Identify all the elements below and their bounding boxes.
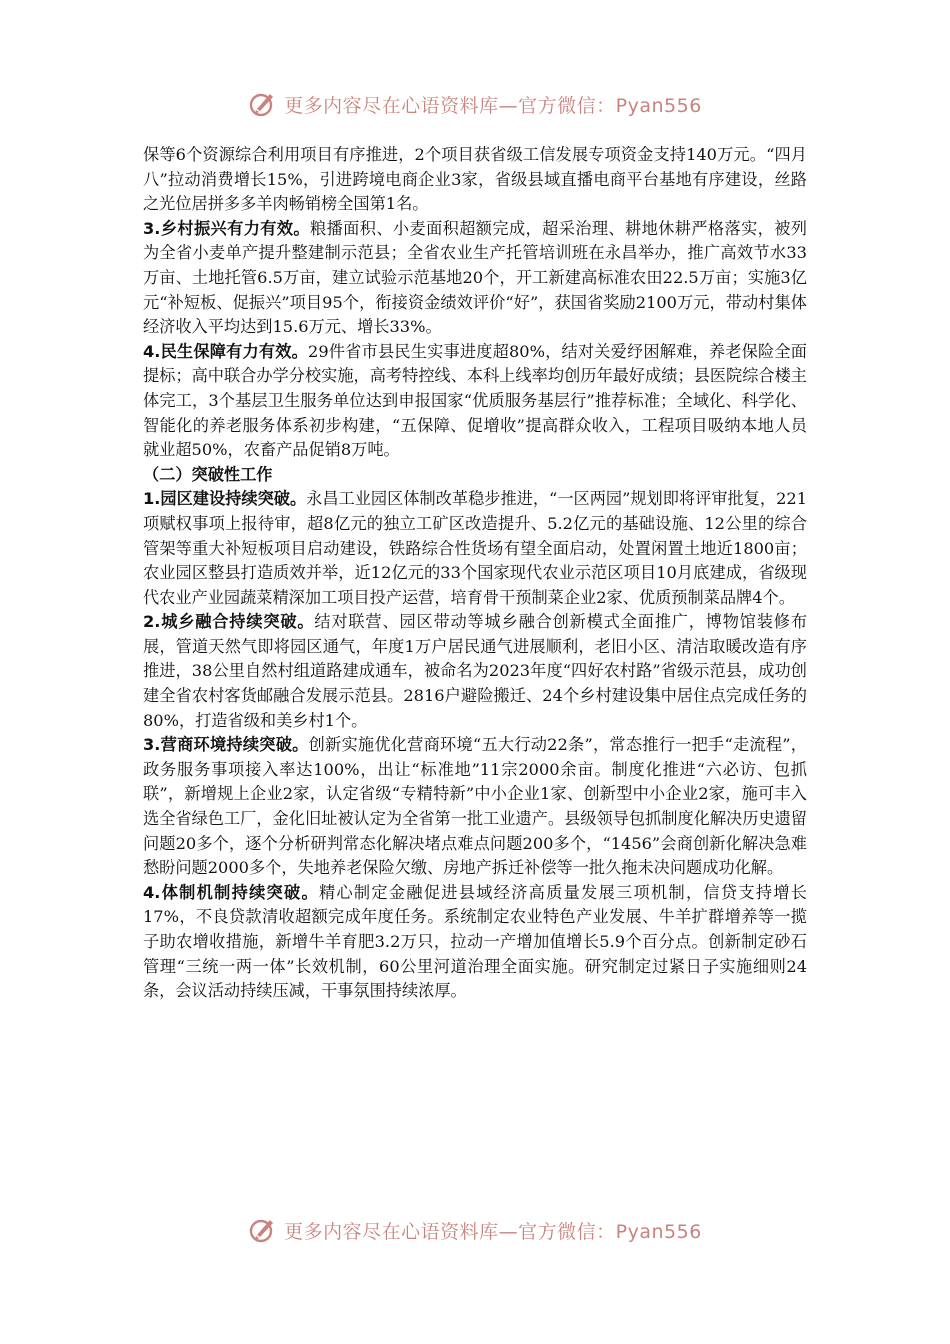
document-body — [143, 143, 807, 1004]
paragraph-lead: 3.乡村振兴有力有效。 — [143, 218, 311, 238]
section-heading: （二）突破性工作 — [143, 464, 273, 484]
paragraph-urban-rural: 2.城乡融合持续突破。结对联营、园区带动等城乡融合创新模式全面推广，博物馆装修布展，管道天然气即将园区通气，年度1万户居民通气进展顺利，老旧小区、清洁取暖改造有序推进，38公里自然村组道路建成通车，被命名为2023年度“四好农村路”省级示范县，成功创建全省农村客货邮融合发展示范县。2816户避险搬迁、24个乡村建设集中居住点完成任务的80%，打造省级和美乡村1个。 — [143, 612, 808, 730]
paragraph-business-environment: 3.营商环境持续突破。创新实施优化营商环境“五大行动22条”，常态推行一把手“走流程”，政务服务事项接入率达100%，出让“标准地”11宗2000余亩。制度化推进“六必访、包抓联”，新增规上企业2家，认定省级“专精特新”中小企业1家、创新型中小企业2家，施可丰入选全省绿色工厂，金化旧址被认定为全省第一批工业遗产。县级领导包抓制度化解决历史遗留问题20多个，逐个分析研判常态化解决堵点难点问题200多个，“1456”会商创新化解决急难愁盼问题2000多个，失地养老保险欠缴、房地产拆迁补偿等一批久拖未决问题成功化解。 — [143, 735, 807, 878]
paragraph-lead: 1.园区建设持续突破。 — [143, 489, 307, 509]
brush-logo-icon — [248, 89, 278, 119]
paragraph-rural-revitalization: 3.乡村振兴有力有效。粮播面积、小麦面积超额完成，超采治理、耕地休耕严格落实，被列为全省小麦单产提升整建制示范县；全省农业生产托管培训班在永昌举办，推广高效节水33万亩、土地托管6.5万亩，建立试验示范基地20个，开工新建高标准农田22.5万亩；实施3亿元“补短板、促振兴”项目95个，衔接资金绩效评价“好”，获国省奖励2100万元，带动村集体经济收入平均达到15.6万元、增长33%。 — [143, 218, 807, 337]
brush-logo-icon — [248, 1215, 278, 1245]
watermark-footer — [0, 1210, 950, 1250]
watermark-text: 更多内容尽在心语资料库—官方微信：Pyan556 — [284, 94, 702, 117]
paragraph-institutional-mechanism: 4.体制机制持续突破。精心制定金融促进县域经济高质量发展三项机制，信贷支持增长17%，不良贷款清收超额完成年度任务。系统制定农业特色产业发展、牛羊扩群增养等一揽子助农增收措施，新增牛羊育肥3.2万只，拉动一产增加值增长5.9个百分点。创新制定砂石管理“三统一两一体”长效机制，60公里河道治理全面实施。研究制定过紧日子实施细则24条，会议活动持续压减，干事氛围持续浓厚。 — [143, 882, 807, 1001]
paragraph-lead: 3.营商环境持续突破。 — [143, 735, 309, 755]
paragraph-lead: 4.民生保障有力有效。 — [143, 341, 309, 361]
watermark-text: 更多内容尽在心语资料库—官方微信：Pyan556 — [284, 1220, 702, 1243]
paragraph-lead: 2.城乡融合持续突破。 — [143, 612, 315, 632]
watermark-header — [0, 84, 950, 124]
paragraph: 保等6个资源综合利用项目有序推进，2个项目获省级工信发展专项资金支持140万元。“四月八”拉动消费增长15%，引进跨境电商企业3家，省级县域直播电商平台基地有序建设，丝路之光位居拼多多羊肉畅销榜全国第1名。 — [143, 145, 807, 214]
paragraph-park-construction: 1.园区建设持续突破。永昌工业园区体制改革稳步推进，“一区两园”规划即将评审批复，221项赋权事项上报待审，超8亿元的独立工矿区改造提升、5.2亿元的基础设施、12公里的综合管架等重大补短板项目启动建设，铁路综合性货场有望全面启动，处置闲置土地近1800亩；农业园区整县打造质效并举，近12亿元的33个国家现代农业示范区项目10月底建成，省级现代农业产业园蔬菜精深加工项目投产运营，培育骨干预制菜企业2家、优质预制菜品牌4个。 — [143, 489, 807, 607]
paragraph-lead: 4.体制机制持续突破。 — [143, 882, 319, 902]
paragraph-livelihood: 4.民生保障有力有效。29件省市县民生实事进度超80%，结对关爱纾困解难，养老保险全面提标；高中联合办学分校实施，高考特控线、本科上线率均创历年最好成绩；县医院综合楼主体完工，3个基层卫生服务单位达到申报国家“优质服务基层行”推荐标准；全域化、科学化、智能化的养老服务体系初步构建，“五保障、促增收”提高群众收入，工程项目吸纳本地人员就业超50%，农畜产品促销8万吨。 — [143, 341, 807, 460]
